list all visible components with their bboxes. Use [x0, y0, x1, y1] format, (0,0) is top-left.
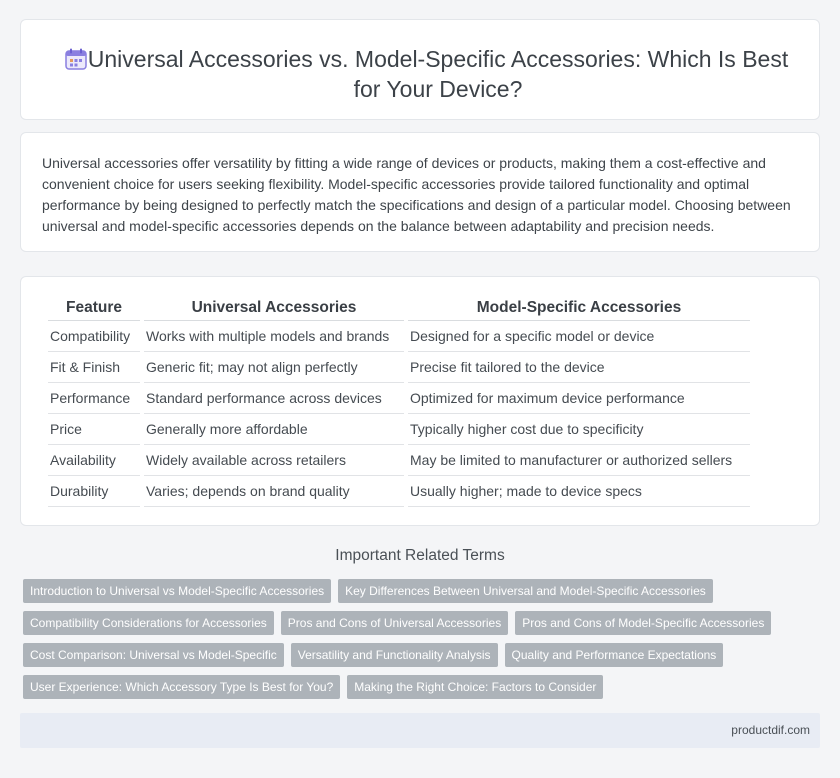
- intro-paragraph: Universal accessories offer versatility by fitting a wide range of devices or products, making them a cost-effective and convenient choice for users seeking flexibility. Model-specific accessories provide tailored functionality and optimal performance by being designed to perfectly match the specifications and design of a particular model. Choosing between universal and model-specific accessories depends on the balance between adaptability and precision needs.: [42, 155, 791, 234]
- table-cell: May be limited to manufacturer or authorized sellers: [408, 445, 750, 476]
- table-cell: Durability: [48, 476, 140, 507]
- table-cell: Performance: [48, 383, 140, 414]
- related-term-link[interactable]: Quality and Performance Expectations: [505, 643, 724, 667]
- column-header: Model-Specific Accessories: [408, 294, 750, 321]
- header-card: [20, 19, 820, 120]
- related-terms-list: [23, 579, 813, 707]
- table-row: [48, 352, 750, 383]
- table-cell: Availability: [48, 445, 140, 476]
- column-header: Universal Accessories: [144, 294, 404, 321]
- table-row: [48, 414, 750, 445]
- table-header-row: [48, 294, 750, 321]
- footer-site-name: productdif.com: [731, 723, 810, 737]
- table-row: [48, 383, 750, 414]
- table-cell: Usually higher; made to device specs: [408, 476, 750, 507]
- column-header: Feature: [48, 294, 140, 321]
- table-cell: Designed for a specific model or device: [408, 321, 750, 352]
- table-cell: Optimized for maximum device performance: [408, 383, 750, 414]
- table-cell: Precise fit tailored to the device: [408, 352, 750, 383]
- related-term-link[interactable]: Cost Comparison: Universal vs Model-Specific: [23, 643, 284, 667]
- related-term-link[interactable]: Key Differences Between Universal and Model-Specific Accessories: [338, 579, 713, 603]
- related-term-link[interactable]: Pros and Cons of Universal Accessories: [281, 611, 508, 635]
- related-term-link[interactable]: Versatility and Functionality Analysis: [291, 643, 498, 667]
- related-term-link[interactable]: Making the Right Choice: Factors to Consider: [347, 675, 603, 699]
- related-term-link[interactable]: User Experience: Which Accessory Type Is Best for You?: [23, 675, 340, 699]
- comparison-table: [44, 294, 754, 507]
- related-term-link[interactable]: Compatibility Considerations for Accessories: [23, 611, 274, 635]
- table-cell: Generic fit; may not align perfectly: [144, 352, 404, 383]
- intro-card: [20, 132, 820, 252]
- related-terms-heading: Important Related Terms: [335, 547, 505, 564]
- table-cell: Compatibility: [48, 321, 140, 352]
- table-cell: Price: [48, 414, 140, 445]
- table-cell: Fit & Finish: [48, 352, 140, 383]
- table-cell: Standard performance across devices: [144, 383, 404, 414]
- footer: [20, 713, 820, 748]
- table-cell: Widely available across retailers: [144, 445, 404, 476]
- table-row: [48, 321, 750, 352]
- table-cell: Varies; depends on brand quality: [144, 476, 404, 507]
- related-term-link[interactable]: Introduction to Universal vs Model-Specific Accessories: [23, 579, 331, 603]
- table-cell: Generally more affordable: [144, 414, 404, 445]
- page-title: Universal Accessories vs. Model-Specific Accessories: Which Is Best for Your Device?: [87, 46, 789, 102]
- table-row: [48, 445, 750, 476]
- comparison-table-card: [20, 276, 820, 526]
- related-term-link[interactable]: Pros and Cons of Model-Specific Accessories: [515, 611, 771, 635]
- table-cell: Typically higher cost due to specificity: [408, 414, 750, 445]
- table-row: [48, 476, 750, 507]
- table-cell: Works with multiple models and brands: [144, 321, 404, 352]
